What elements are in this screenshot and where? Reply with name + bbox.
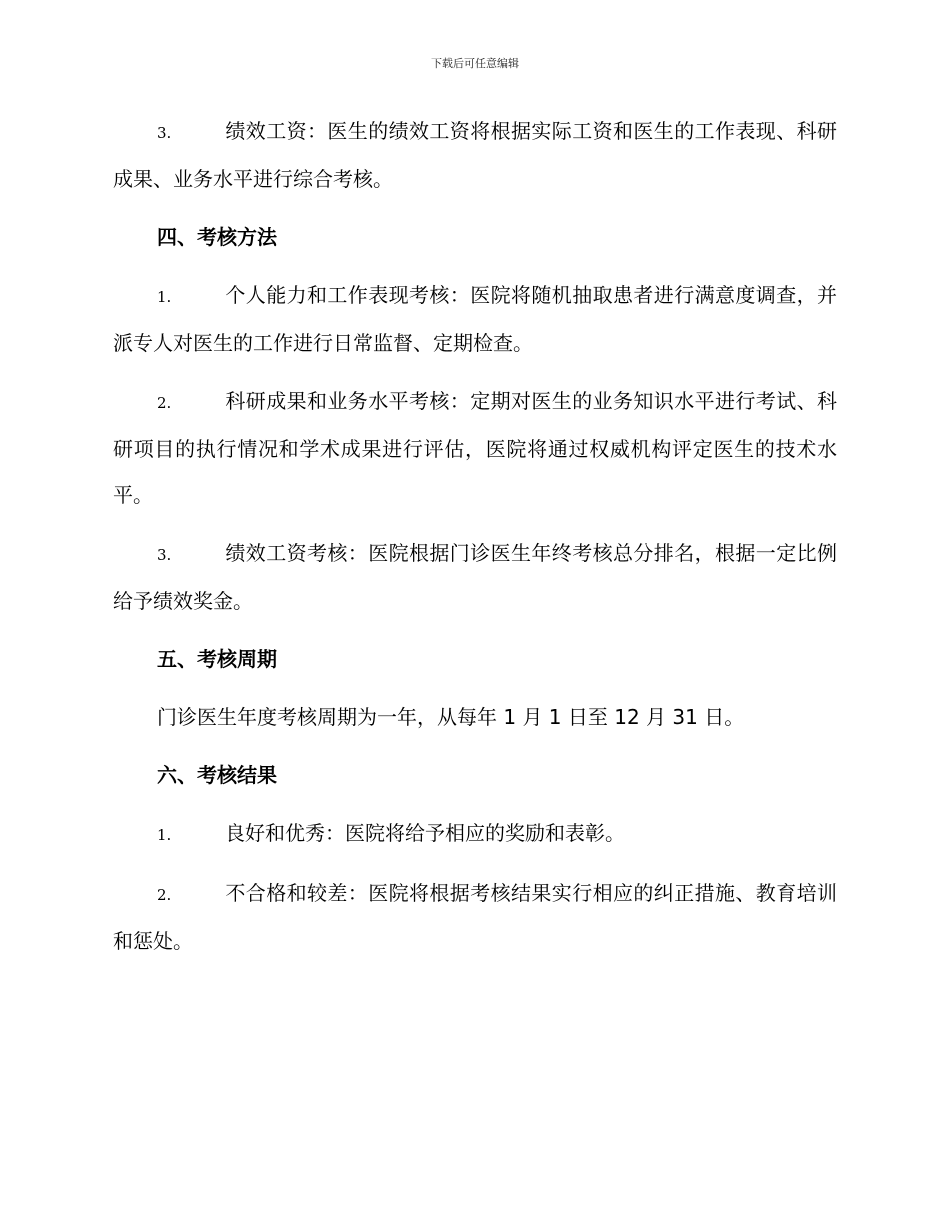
paragraph-text: 绩效工资：医生的绩效工资将根据实际工资和医生的工作表现、科研成果、业务水平进行综合考核。 [113, 119, 837, 191]
paragraph-result-poor [113, 870, 837, 964]
list-number: 2. [157, 394, 172, 412]
paragraph-performance-pay [113, 108, 837, 202]
paragraph-research-assessment [113, 378, 837, 518]
paragraph-period: 门诊医生年度考核周期为一年，从每年 1 月 1 日至 12 月 31 日。 [157, 705, 745, 729]
paragraph-text: 良好和优秀：医院将给予相应的奖励和表彰。 [225, 821, 625, 845]
section-heading-assessment-method: 四、考核方法 [157, 225, 277, 249]
document-body [113, 108, 837, 976]
header-note: 下载后可任意编辑 [431, 57, 519, 70]
list-number: 1. [157, 288, 172, 306]
list-number: 2. [157, 886, 172, 904]
list-number: 3. [157, 546, 172, 564]
paragraph-result-good [113, 810, 837, 858]
list-number: 1. [157, 826, 172, 844]
paragraph-pay-assessment [113, 530, 837, 624]
paragraph-text: 绩效工资考核：医院根据门诊医生年终考核总分排名，根据一定比例给予绩效奖金。 [113, 541, 837, 613]
section-heading-assessment-period: 五、考核周期 [157, 647, 277, 671]
paragraph-text: 个人能力和工作表现考核：医院将随机抽取患者进行满意度调查，并派专人对医生的工作进行日常监督、定期检查。 [113, 283, 837, 355]
list-number: 3. [157, 124, 172, 142]
paragraph-text: 科研成果和业务水平考核：定期对医生的业务知识水平进行考试、科研项目的执行情况和学术成果进行评估，医院将通过权威机构评定医生的技术水平。 [113, 389, 837, 507]
section-heading-assessment-result: 六、考核结果 [157, 763, 277, 787]
paragraph-text: 不合格和较差：医院将根据考核结果实行相应的纠正措施、教育培训和惩处。 [113, 881, 837, 953]
paragraph-ability-assessment [113, 272, 837, 366]
